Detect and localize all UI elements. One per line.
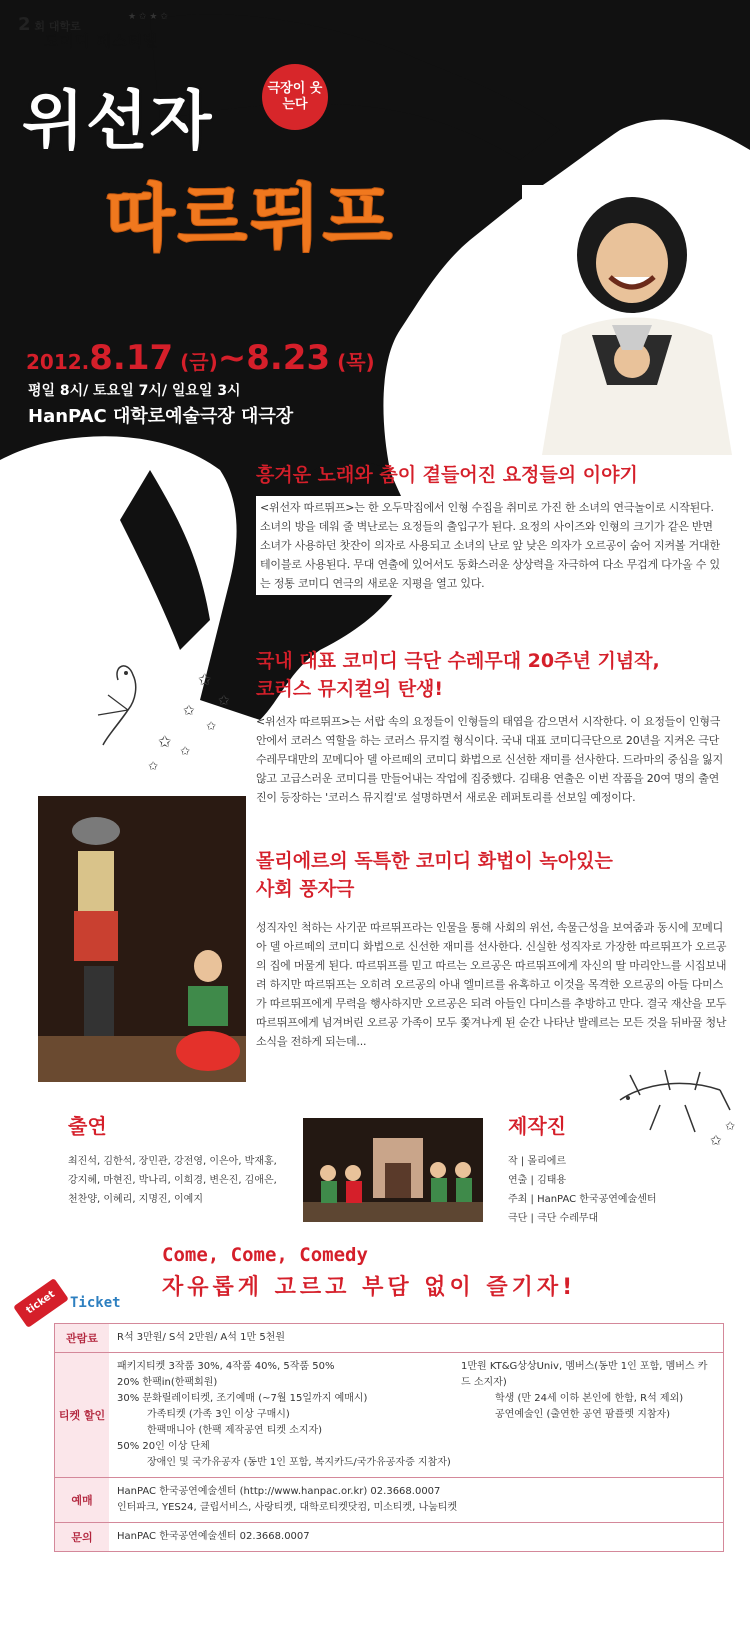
slogan-korean: 자유롭게 고르고 부담 없이 즐기자! — [162, 1275, 577, 1300]
section2-heading-line2: 코러스 뮤지컬의 탄생! — [256, 678, 444, 700]
discount-row — [55, 1353, 723, 1478]
discount-left — [117, 1359, 451, 1471]
date-end: 8.23 — [246, 338, 331, 378]
staff-role: 작 — [508, 1156, 518, 1167]
booking-value — [109, 1478, 723, 1522]
cast-heading: 출연 — [68, 1114, 107, 1138]
discount-label: 티켓 할인 — [55, 1353, 109, 1477]
date-year: 2012. — [26, 350, 90, 374]
title-line1: 위선자 — [22, 85, 214, 159]
date-tilde: ~ — [217, 338, 247, 378]
date-end-day: (목) — [337, 350, 375, 374]
discount-line: 30% 문화릴레이티켓, 조기예매 (~7월 15일까지 예매시) — [117, 1393, 368, 1404]
slogan-english: Come, Come, Comedy — [162, 1244, 368, 1266]
section3-body: 성직자인 척하는 사기꾼 따르뛰프라는 인물을 통해 사회의 위선, 속물근성을 보여줌과 동시에 꼬메디아 델 아르떼의 코미디 화법으로 신선한 재미를 선사한다. 신실한 성직자로 가장한 따르뛰프가 오르공의 집에 머물게 된다. 따르뛰프를 믿고 따르는 오르공은 따르뛰프에게 자신의 딸 마리안느를 시집보내려 하지만 따르뛰프는 오히려 오르공의 아내 엘미르를 유혹하고 이것을 목격한 오르공의 아들 다미스가 따르뛰프에게 무력을 행사하지만 오르공은 되려 아들인 다미스를 추방하고 만다. 결국 재산을 모두 따르뛰프에게 넘겨버린 오르공 가족이 모두 쫓겨나게 된 순간 나타난 발레르는 모든 것을 뒤바꿀 청난 소식을 전하게 되는데... — [256, 921, 727, 1048]
staff-row: 극단 | 극단 수레무대 — [508, 1213, 599, 1224]
staff-heading: 제작진 — [508, 1114, 566, 1138]
ticket-tag: ticket — [13, 1278, 69, 1328]
booking-line: HanPAC 한국공연예술센터 (http://www.hanpac.or.kr) 02.3668.0007 — [117, 1486, 441, 1497]
cast-line: 강지혜, 마현진, 박나리, 이희경, 변은진, 김애은, — [68, 1175, 277, 1186]
staff-name: 김태용 — [537, 1175, 567, 1186]
staff-name: 극단 수레무대 — [537, 1213, 599, 1224]
bird-drawing — [88, 655, 238, 775]
stars-decoration: ★ ✩ ★ ✩ — [128, 12, 168, 22]
section3-heading-line1: 몰리에르의 독특한 코미디 화법이 녹아있는 — [256, 850, 613, 872]
festival-number: 2 — [18, 14, 31, 35]
creature-drawing — [600, 1060, 740, 1160]
svg-text:✩: ✩ — [158, 732, 172, 751]
booking-row — [55, 1478, 723, 1523]
svg-text:✩: ✩ — [710, 1133, 722, 1149]
contact-row — [55, 1523, 723, 1551]
discount-line: 한팩매니아 (한팩 제작공연 티켓 소지자) — [147, 1425, 323, 1436]
staff-role: 연출 — [508, 1175, 528, 1186]
discount-line: 50% 20인 이상 단체 — [117, 1441, 210, 1452]
section2-heading-line1: 국내 대표 코미디 극단 수레무대 20주년 기념작, — [256, 650, 660, 672]
section1-body: <위선자 따르뛰프>는 한 오두막집에서 인형 수집을 취미로 가진 한 소녀의 연극놀이로 시작된다. 소녀의 방을 데워 줄 벽난로는 요정들의 출입구가 된다. 요정의 사이즈와 인형의 크기가 같은 반면 소녀가 사용하던 찻잔이 의자로 사용되고 소녀의 난로 앞 낮은 의자가 오르공이 숨어 지켜볼 거대한 테이블로 사용된다. 무대 연출에 있어서도 동화스러운 상상력을 자극하여 다소 무겁게 다가올 수 있는 정통 코미디 연극의 새로운 지평을 열고 있다. — [256, 496, 728, 595]
contact-label: 문의 — [55, 1523, 109, 1551]
performance-dates — [26, 338, 375, 378]
cast-list — [68, 1152, 277, 1209]
price-row — [55, 1324, 723, 1353]
discount-line: 20% 한팩in(한팩회원) — [117, 1377, 218, 1388]
discount-right — [461, 1359, 715, 1471]
svg-text:✩: ✩ — [725, 1119, 736, 1133]
svg-text:✩: ✩ — [206, 719, 217, 733]
performance-hours: 평일 8시/ 토요일 7시/ 일요일 3시 — [28, 383, 241, 399]
seal-badge: 극장이 웃는다 — [262, 64, 328, 130]
cast-line: 최진석, 김한석, 장민관, 강전영, 이은아, 박재홍, — [68, 1156, 277, 1167]
staff-role: 주최 — [508, 1194, 528, 1205]
ticket-table — [54, 1323, 724, 1552]
festival-suffix: 회 대학로 — [34, 20, 81, 33]
booking-label: 예매 — [55, 1478, 109, 1522]
discount-line: 학생 (만 24세 이하 본인에 한함, R석 제외) — [495, 1393, 684, 1404]
section1-heading: 흥겨운 노래와 춤이 곁들어진 요정들의 이야기 — [256, 464, 638, 486]
staff-name: HanPAC 한국공연예술센터 — [537, 1194, 657, 1205]
discount-line: 패키지티켓 3작품 30%, 4작품 40%, 5작품 50% — [117, 1361, 335, 1372]
actor-photo — [522, 185, 750, 455]
date-start: 8.17 — [89, 338, 174, 378]
booking-line: 인터파크, YES24, 클립서비스, 사랑티켓, 대학로티켓닷컴, 미소티켓, 나눔티켓 — [117, 1502, 458, 1513]
discount-line: 1만원 KT&G상상Univ, 멤버스(동반 1인 포함, 멤버스 카드 소지자) — [461, 1361, 708, 1388]
festival-name: 도미디 페스티벌 — [44, 32, 159, 50]
contact-value: HanPAC 한국공연예술센터 02.3668.0007 — [117, 1531, 310, 1542]
price-value: R석 3만원/ S석 2만원/ A석 1만 5천원 — [117, 1332, 285, 1343]
staff-row: 작 | 몰리에르 — [508, 1156, 567, 1167]
svg-text:✩: ✩ — [198, 670, 212, 689]
staff-role: 극단 — [508, 1213, 528, 1224]
svg-text:✩: ✩ — [183, 703, 195, 719]
discount-line: 장애인 및 국가유공자 (동반 1인 포함, 복지카드/국가유공자증 지참자) — [147, 1457, 451, 1468]
section2-body: <위선자 따르뛰프>는 서랍 속의 요정들이 인형들의 태엽을 감으면서 시작한다. 이 요정들이 인형극 안에서 코러스 역할을 하는 코러스 뮤지컬 형식이다. 국내 대표 코미디극단으로 20년을 지켜온 극단 수레무대만의 꼬메디아 델 아르떼의 코미디 화법으로 신선한 재미를 선사한다. 드라마의 중심을 잃지 않고 고급스러운 코미디를 만들어내는 작업에 집중했다. 김태용 연출은 이번 작품을 20여 명의 출연진이 등장하는 '코러스 뮤지컬'로 설명하면서 새로운 레퍼토리를 선보일 예정이다. — [256, 715, 724, 804]
staff-name: 몰리에르 — [527, 1156, 567, 1167]
section3-heading-line2: 사회 풍자극 — [256, 878, 355, 900]
staff-row: 주최 | HanPAC 한국공연예술센터 — [508, 1194, 657, 1205]
title-line2: 따르뛰프 — [105, 176, 396, 260]
svg-text:✩: ✩ — [148, 759, 159, 773]
staff-list — [508, 1152, 657, 1228]
staff-row: 연출 | 김태용 — [508, 1175, 567, 1186]
stage-photo — [38, 796, 246, 1082]
svg-text:✩: ✩ — [180, 744, 191, 758]
svg-text:✩: ✩ — [218, 693, 230, 709]
stage-photo-group — [303, 1118, 483, 1222]
date-start-day: (금) — [180, 350, 218, 374]
price-label: 관람료 — [55, 1324, 109, 1352]
discount-line: 공연예술인 (출연한 공연 팜플렛 지참자) — [495, 1409, 671, 1420]
discount-value — [109, 1353, 723, 1477]
ticket-label: Ticket — [70, 1295, 121, 1311]
discount-line: 가족티켓 (가족 3인 이상 구매시) — [147, 1409, 290, 1420]
venue: HanPAC 대학로예술극장 대극장 — [28, 406, 294, 427]
cast-line: 천찬양, 이혜리, 지명진, 이예지 — [68, 1194, 203, 1205]
